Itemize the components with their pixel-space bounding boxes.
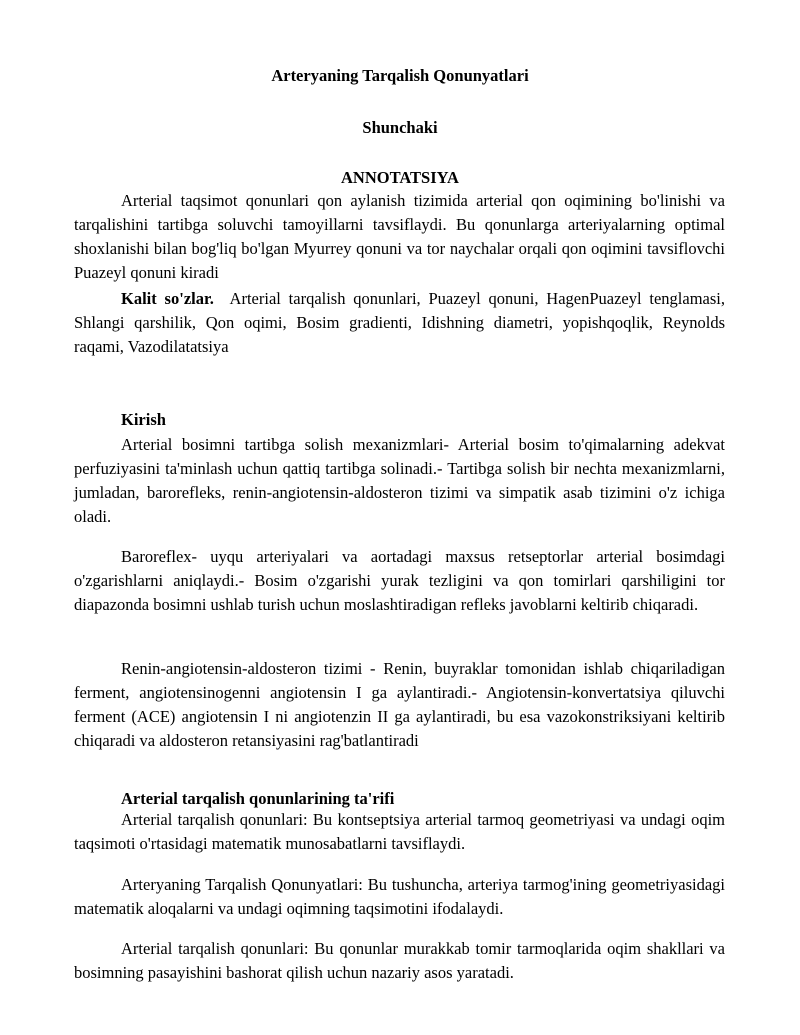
keywords-text: Arterial tarqalish qonunlari, Puazeyl qonuni, HagenPuazeyl tenglamasi, Shlangi qarshilik, Qon oqimi, Bosim gradienti, Idishning diametri, yopishqoqlik, Reynolds raqami, Vazodilatatsiya: [74, 289, 725, 356]
document-author: Shunchaki: [362, 118, 438, 137]
document-title: Arteryaning Tarqalish Qonunyatlari: [271, 66, 529, 85]
annotation-text: Arterial taqsimot qonunlari qon aylanish tizimida arterial qon oqimining bo'linishi va tarqalishini tartibga soluvchi tamoyillarni tavsiflaydi. Bu qonunlarga arteriyalarning optimal shoxlanishi bilan bog'liq bo'lgan Myurrey qonuni va tor naychalar orqali qon oqimini tavsiflovchi Puazeyl qonuni kiradi: [74, 191, 725, 282]
keywords-paragraph: [74, 287, 725, 359]
definition-paragraph: Arterial tarqalish qonunlari: Bu qonunlar murakkab tomir tarmoqlarida oqim shakllari va bosimning pasayishini bashorat qilish uchun nazariy asos yaratadi.: [74, 939, 725, 982]
intro-paragraph: Renin-angiotensin-aldosteron tizimi - Renin, buyraklar tomonidan ishlab chiqariladigan ferment, angiotensinogenni angiotensin I ga aylantiradi.- Angiotensin-konvertatsiya qiluvchi ferment (ACE) angiotensin I ni angiotenzin II ga aylantiradi, bu esa vazokonstriksiyani keltirib chiqaradi va aldosteron retansiyasini rag'batlantiradi: [74, 659, 725, 750]
definition-paragraph: Arteryaning Tarqalish Qonunyatlari: Bu tushuncha, arteriya tarmog'ining geometriyasidagi matematik aloqalarni va undagi oqimning taqsimotini ifodalaydi.: [74, 875, 725, 918]
intro-heading: Kirish: [121, 410, 166, 429]
definition-paragraph: Arterial tarqalish qonunlari: Bu kontseptsiya arterial tarmoq geometriyasi va undagi oqim taqsimoti o'rtasidagi matematik munosabatlarni tavsiflaydi.: [74, 810, 725, 853]
annotation-heading: ANNOTATSIYA: [341, 168, 459, 187]
intro-paragraph: Arterial bosimni tartibga solish mexanizmlari- Arterial bosim to'qimalarning adekvat perfuziyasini ta'minlash uchun qattiq tartibga solinadi.- Tartibga solish bir nechta mexanizmlarni, jumladan, barorefleks, renin-angiotensin-aldosteron tizimi va simpatik asab tizimini o'z ichiga oladi.: [74, 435, 725, 526]
definition-heading: Arterial tarqalish qonunlarining ta'rifi: [121, 789, 395, 808]
keywords-label: Kalit so'zlar.: [121, 289, 214, 308]
intro-paragraph: Baroreflex- uyqu arteriyalari va aortadagi maxsus retseptorlar arterial bosimdagi o'zgarishlarni aniqlaydi.- Bosim o'zgarishi yurak tezligini va qon tomirlari qarshiligini tor diapazonda bosimni ushlab turish uchun moslashtiradigan refleks javoblarni keltirib chiqaradi.: [74, 547, 725, 614]
